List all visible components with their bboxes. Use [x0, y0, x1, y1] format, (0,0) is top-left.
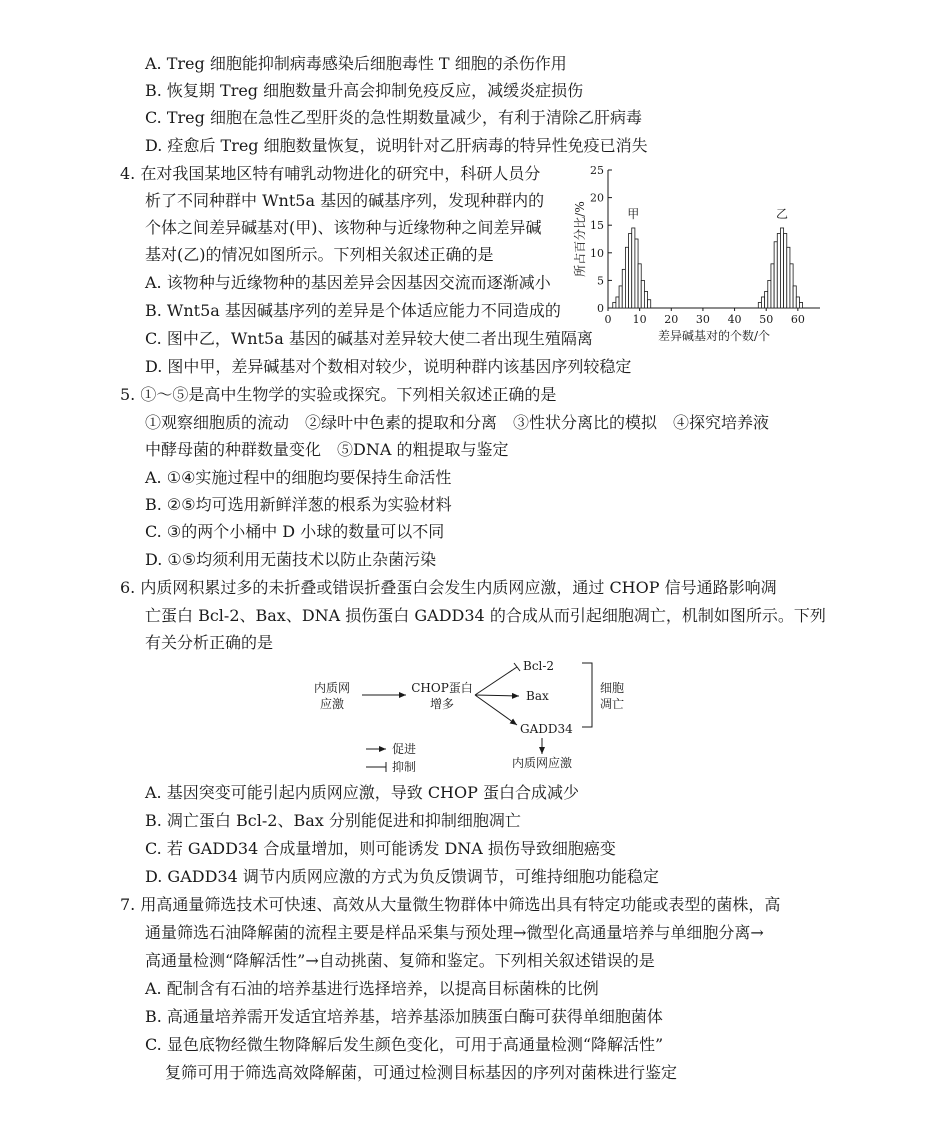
- diagram-legend-inhibit: 抑制: [392, 760, 417, 774]
- q7-stem-line-3: 高通量检测“降解活性”→自动挑菌、复筛和鉴定。下列相关叙述错误的是: [145, 951, 655, 970]
- diagram-bcl2: Bcl-2: [523, 659, 555, 673]
- y-tick-label: 20: [590, 191, 604, 205]
- bar-甲: [619, 286, 622, 308]
- q7-stem-line-1: 7. 用高通量筛选技术可快速、高效从大量微生物群体中筛选出具有特定功能或表型的菌株，高: [120, 895, 781, 914]
- y-tick-label: 10: [590, 246, 604, 260]
- q6-option-b: B. 凋亡蛋白 Bcl-2、Bax 分别能促进和抑制细胞凋亡: [145, 811, 521, 830]
- q5-option-c: C. ③的两个小桶中 D 小球的数量可以不同: [145, 522, 445, 541]
- diagram-legend-promote: 促进: [392, 742, 417, 756]
- bar-甲: [632, 228, 635, 308]
- bar-乙: [761, 297, 764, 308]
- q4-option-d: D. 图中甲，差异碱基对个数相对较少，说明种群内该基因序列较稳定: [145, 357, 632, 376]
- q3-option-c: C. Treg 细胞在急性乙型肝炎的急性期数量减少，有利于清除乙肝病毒: [145, 108, 642, 127]
- x-tick-label: 0: [604, 313, 612, 326]
- diagram-gadd34: GADD34: [520, 722, 573, 736]
- diagram-bax: Bax: [526, 689, 549, 703]
- bar-甲: [638, 264, 641, 308]
- bar-乙: [790, 264, 793, 308]
- q4-option-c: C. 图中乙，Wnt5a 基因的碱基对差异较大使二者出现生殖隔离: [145, 329, 593, 348]
- base-pair-difference-histogram: [570, 160, 840, 350]
- q7-option-c: C. 显色底物经微生物降解后发生颜色变化，可用于高通量检测“降解活性”: [145, 1035, 664, 1054]
- diagram-chop-2: 增多: [429, 697, 455, 711]
- x-tick-label: 20: [664, 313, 679, 326]
- bar-甲: [622, 269, 625, 308]
- bar-甲: [644, 291, 647, 308]
- diagram-chop-1: CHOP蛋白: [411, 681, 473, 695]
- q5-option-b: B. ②⑤均可选用新鲜洋葱的根系为实验材料: [145, 495, 452, 514]
- q6-stem-line-3: 有关分析正确的是: [145, 633, 274, 652]
- y-axis-label: 所占百分比/%: [573, 201, 587, 277]
- x-tick-label: 10: [632, 313, 647, 326]
- q3-option-b: B. 恢复期 Treg 细胞数量升高会抑制免疫反应，减缓炎症损伤: [145, 81, 584, 100]
- bar-甲: [625, 247, 628, 308]
- bar-乙: [774, 242, 777, 308]
- diagram-er-stress-2: 应激: [319, 697, 345, 711]
- q7-option-b: B. 高通量培养需开发适宜培养基，培养基添加胰蛋白酶可获得单细胞菌体: [145, 1007, 663, 1026]
- bar-乙: [784, 233, 787, 308]
- bar-乙: [777, 233, 780, 308]
- series-label-1: 乙: [776, 206, 789, 221]
- q4-stem-line-3: 个体之间差异碱基对(甲)、该物种与近缘物种之间差异碱: [145, 218, 542, 237]
- q6-option-d: D. GADD34 调节内质网应激的方式为负反馈调节，可维持细胞功能稳定: [145, 867, 659, 886]
- bar-乙: [796, 297, 799, 308]
- q6-option-c: C. 若 GADD34 合成量增加，则可能诱发 DNA 损伤导致细胞癌变: [145, 839, 616, 858]
- diagram-apoptosis-2: 凋亡: [600, 697, 625, 711]
- q6-stem-line-2: 亡蛋白 Bcl-2、Bax、DNA 损伤蛋白 GADD34 的合成从而引起细胞凋亡，机制如图所示。下列: [145, 606, 826, 625]
- chop-pathway-diagram: [310, 655, 650, 775]
- q5-items-line-2: 中酵母菌的种群数量变化 ⑤DNA 的粗提取与鉴定: [145, 440, 509, 459]
- bar-甲: [635, 239, 638, 308]
- y-tick-label: 15: [590, 219, 604, 233]
- q4-option-b: B. Wnt5a 基因碱基序列的差异是个体适应能力不同造成的: [145, 301, 561, 320]
- x-tick-label: 40: [727, 313, 742, 326]
- diagram-apoptosis-1: 细胞: [600, 681, 625, 695]
- bar-甲: [629, 233, 632, 308]
- x-tick-label: 30: [695, 313, 710, 326]
- bar-乙: [758, 302, 761, 308]
- q5-items-line-1: ①观察细胞质的流动 ②绿叶中色素的提取和分离 ③性状分离比的模拟 ④探究培养液: [145, 413, 770, 432]
- q5-option-a: A. ①④实施过程中的细胞均要保持生命活性: [145, 468, 452, 487]
- y-tick-label: 0: [597, 302, 604, 315]
- inhibit-chop-bcl2: [475, 667, 517, 695]
- bar-甲: [641, 280, 644, 308]
- q4-stem-line-2: 析了不同种群中 Wnt5a 基因的碱基序列，发现种群内的: [145, 191, 545, 210]
- apoptosis-bracket: [582, 663, 592, 727]
- series-label-0: 甲: [627, 206, 640, 221]
- q6-option-a: A. 基因突变可能引起内质网应激，导致 CHOP 蛋白合成减少: [145, 783, 579, 802]
- bar-乙: [793, 286, 796, 308]
- q7-tail-text: 复筛可用于筛选高效降解菌，可通过检测目标基因的序列对菌株进行鉴定: [165, 1063, 678, 1082]
- y-tick-label: 5: [597, 274, 604, 288]
- q7-option-a: A. 配制含有石油的培养基进行选择培养，以提高目标菌株的比例: [145, 979, 599, 998]
- q4-stem-line-4: 基对(乙)的情况如图所示。下列相关叙述正确的是: [145, 245, 494, 264]
- q4-stem-line-1: 4. 在对我国某地区特有哺乳动物进化的研究中，科研人员分: [120, 164, 541, 183]
- q6-stem-line-1: 6. 内质网积累过多的未折叠或错误折叠蛋白会发生内质网应激，通过 CHOP 信号通路影响凋: [120, 578, 777, 597]
- arrow-chop-bax: [475, 695, 519, 696]
- bar-乙: [780, 228, 783, 308]
- bar-甲: [648, 300, 651, 308]
- q4-option-a: A. 该物种与近缘物种的基因差异会因基因交流而逐渐减小: [145, 273, 551, 292]
- q3-option-d: D. 痊愈后 Treg 细胞数量恢复，说明针对乙肝病毒的特异性免疫已消失: [145, 136, 648, 155]
- bar-甲: [613, 302, 616, 308]
- bar-乙: [787, 247, 790, 308]
- bar-乙: [799, 302, 802, 308]
- bar-乙: [765, 291, 768, 308]
- x-tick-label: 60: [790, 313, 805, 326]
- bar-甲: [616, 297, 619, 308]
- q7-stem-line-2: 通量筛选石油降解菌的流程主要是样品采集与预处理→微型化高通量培养与单细胞分离→: [145, 923, 764, 942]
- diagram-er-stress-bottom: 内质网应激: [511, 756, 573, 770]
- arrow-chop-gadd34: [475, 695, 517, 725]
- q5-stem: 5. ①～⑤是高中生物学的实验或探究。下列相关叙述正确的是: [120, 385, 557, 404]
- q3-option-a: A. Treg 细胞能抑制病毒感染后细胞毒性 T 细胞的杀伤作用: [145, 54, 567, 73]
- bar-乙: [768, 280, 771, 308]
- q5-option-d: D. ①⑤均须利用无菌技术以防止杂菌污染: [145, 550, 437, 569]
- x-tick-label: 50: [759, 313, 774, 326]
- bar-乙: [771, 264, 774, 308]
- x-axis-label: 差异碱基对的个数/个: [657, 329, 771, 343]
- diagram-er-stress-1: 内质网: [313, 681, 351, 695]
- y-tick-label: 25: [590, 164, 604, 177]
